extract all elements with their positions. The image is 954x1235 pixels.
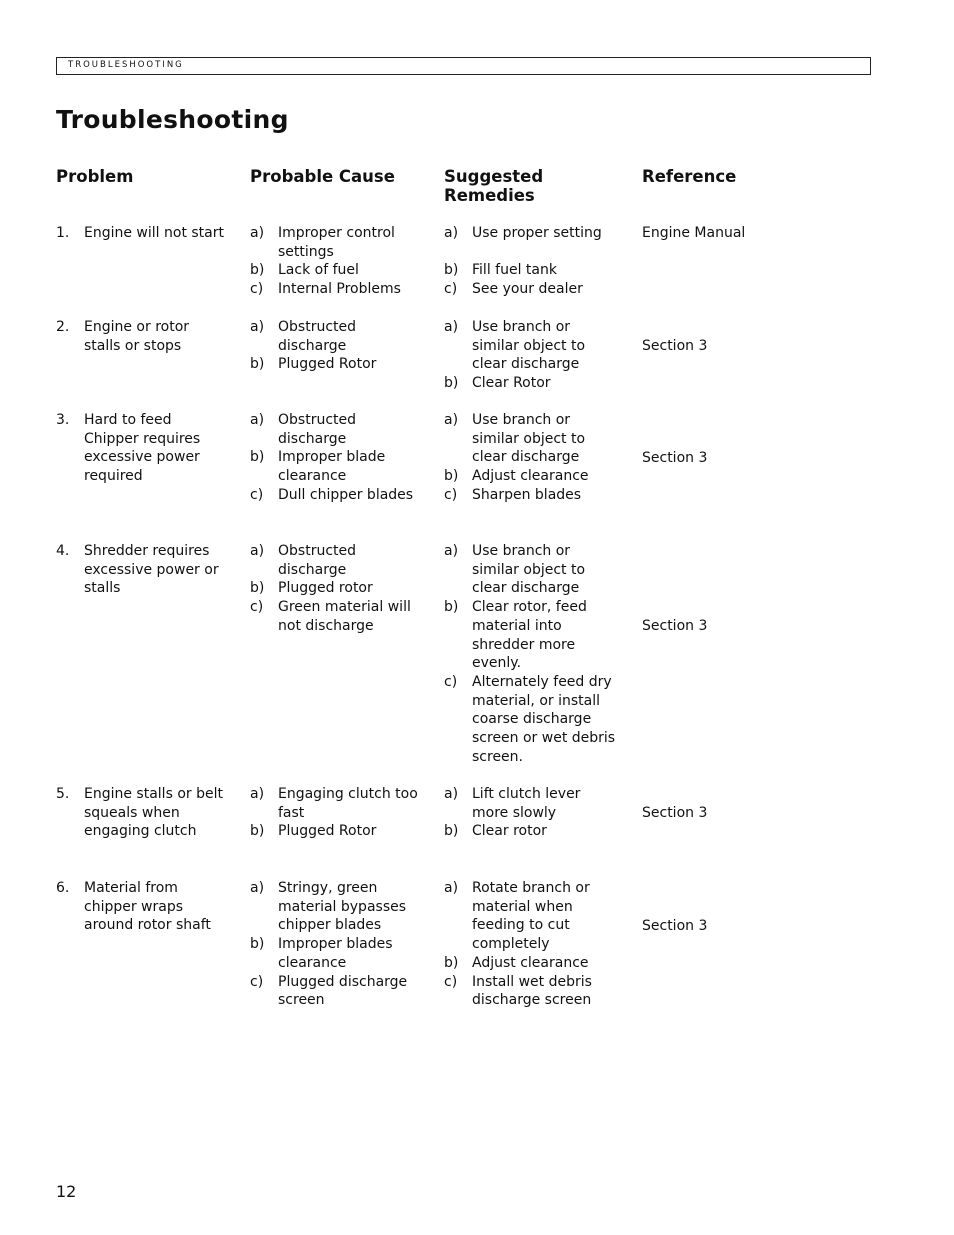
page-number: 12 bbox=[56, 1182, 77, 1201]
cause-text: Improper blades clearance bbox=[278, 936, 393, 971]
remedy-text: Rotate branch or material when feeding to cut completely bbox=[472, 880, 590, 953]
reference-cell: Section 3 bbox=[642, 805, 708, 821]
cause-text: Obstructed discharge bbox=[278, 319, 357, 354]
list-item bbox=[250, 355, 430, 374]
cause-list bbox=[250, 411, 430, 505]
list-item bbox=[444, 486, 624, 505]
item-letter: a) bbox=[250, 225, 265, 241]
list-item bbox=[250, 785, 423, 822]
list-item bbox=[250, 486, 430, 505]
cause-list bbox=[250, 542, 430, 636]
column-header-problem: Problem bbox=[56, 167, 134, 186]
running-header bbox=[56, 57, 871, 75]
cause-text: Obstructed discharge bbox=[278, 543, 357, 578]
item-letter: b) bbox=[250, 449, 265, 466]
list-item bbox=[444, 467, 624, 486]
item-letter: b) bbox=[444, 599, 459, 616]
list-item bbox=[444, 224, 624, 261]
remedy-text: Clear rotor, feed material into shredder more evenly. bbox=[472, 599, 587, 672]
reference-cell: Section 3 bbox=[642, 338, 708, 354]
list-item bbox=[250, 879, 408, 935]
list-item bbox=[250, 448, 398, 485]
problem-number: 3. bbox=[56, 412, 70, 428]
remedy-text: Use branch or similar object to clear discharge bbox=[472, 412, 586, 466]
list-item bbox=[250, 822, 430, 841]
problem-number: 5. bbox=[56, 786, 70, 802]
remedy-list bbox=[444, 542, 624, 766]
remedy-text: Lift clutch lever more slowly bbox=[472, 786, 581, 821]
item-letter: b) bbox=[250, 823, 265, 840]
item-letter: b) bbox=[250, 262, 265, 279]
list-item bbox=[444, 598, 592, 673]
reference-cell: Section 3 bbox=[642, 450, 708, 466]
item-letter: c) bbox=[250, 599, 264, 616]
cause-text: Plugged rotor bbox=[278, 580, 373, 597]
remedy-text: Sharpen blades bbox=[472, 486, 582, 503]
remedy-text: See your dealer bbox=[472, 281, 583, 298]
problem-text: Engine or rotor stalls or stops bbox=[84, 319, 190, 354]
list-item bbox=[444, 879, 597, 954]
list-item bbox=[250, 579, 430, 598]
item-letter: b) bbox=[444, 262, 459, 279]
item-letter: a) bbox=[444, 319, 459, 335]
remedy-list bbox=[444, 318, 624, 393]
problem-number: 6. bbox=[56, 880, 70, 896]
item-letter: a) bbox=[250, 786, 265, 802]
item-letter: a) bbox=[444, 225, 459, 241]
item-letter: a) bbox=[444, 786, 459, 802]
item-letter: c) bbox=[250, 973, 264, 990]
cause-text: Obstructed discharge bbox=[278, 412, 357, 447]
cause-text: Improper blade clearance bbox=[278, 449, 386, 485]
item-letter: b) bbox=[444, 954, 459, 971]
remedy-list bbox=[444, 879, 624, 1010]
cause-list bbox=[250, 318, 430, 374]
cause-text: Lack of fuel bbox=[278, 262, 359, 279]
remedy-text: Install wet debris discharge screen bbox=[472, 973, 592, 1009]
reference-cell: Section 3 bbox=[642, 618, 708, 634]
remedy-text: Adjust clearance bbox=[472, 468, 589, 485]
list-item bbox=[444, 261, 624, 280]
list-item bbox=[250, 935, 398, 972]
cause-list bbox=[250, 785, 430, 841]
list-item bbox=[444, 954, 624, 973]
list-item bbox=[250, 411, 378, 448]
running-header-title: TROUBLESHOOTING bbox=[68, 60, 184, 70]
cause-text: Engaging clutch too fast bbox=[278, 786, 418, 821]
cause-text: Plugged Rotor bbox=[278, 356, 377, 373]
cause-text: Green material will not discharge bbox=[278, 599, 411, 634]
remedy-list bbox=[444, 785, 624, 841]
item-letter: b) bbox=[444, 375, 459, 392]
item-letter: a) bbox=[250, 880, 265, 896]
remedy-text: Use proper setting bbox=[472, 225, 602, 241]
item-letter: c) bbox=[444, 973, 458, 990]
problem-text: Hard to feed Chipper requires excessive power required bbox=[84, 412, 201, 485]
remedy-list bbox=[444, 224, 624, 299]
list-item bbox=[444, 973, 602, 1010]
item-letter: c) bbox=[444, 673, 458, 690]
cause-list bbox=[250, 879, 430, 1010]
reference-cell: Section 3 bbox=[642, 918, 708, 934]
problem-text: Engine will not start bbox=[84, 225, 224, 241]
item-letter: c) bbox=[250, 281, 264, 298]
remedy-text: Adjust clearance bbox=[472, 954, 589, 971]
list-item bbox=[250, 973, 418, 1010]
item-letter: c) bbox=[250, 486, 264, 503]
column-header-remedies bbox=[444, 167, 584, 205]
remedy-text: Clear rotor bbox=[472, 823, 547, 840]
list-item bbox=[444, 374, 624, 393]
list-item bbox=[250, 261, 430, 280]
list-item bbox=[444, 280, 624, 299]
problem-number: 2. bbox=[56, 319, 70, 335]
item-letter: b) bbox=[444, 823, 459, 840]
list-item bbox=[250, 280, 430, 299]
list-item bbox=[250, 542, 378, 579]
page-title: Troubleshooting bbox=[56, 105, 289, 134]
cause-text: Dull chipper blades bbox=[278, 486, 414, 503]
remedy-text: Use branch or similar object to clear discharge bbox=[472, 543, 586, 597]
problem-text: Material from chipper wraps around rotor shaft bbox=[84, 880, 211, 934]
column-header-cause: Probable Cause bbox=[250, 167, 395, 186]
remedy-list bbox=[444, 411, 624, 505]
item-letter: a) bbox=[250, 412, 265, 428]
item-letter: a) bbox=[444, 412, 459, 428]
list-item bbox=[444, 785, 587, 822]
remedy-text: Alternately feed dry material, or install coarse discharge screen or wet debris screen. bbox=[472, 673, 616, 765]
reference-cell: Engine Manual bbox=[642, 225, 746, 241]
cause-text: Improper control settings bbox=[278, 225, 395, 260]
list-item bbox=[444, 822, 624, 841]
item-letter: b) bbox=[250, 356, 265, 373]
item-letter: c) bbox=[444, 486, 458, 503]
list-item bbox=[444, 318, 592, 374]
item-letter: a) bbox=[444, 880, 459, 896]
column-header-remedies-line1: Suggested bbox=[444, 167, 544, 186]
list-item bbox=[444, 411, 592, 467]
cause-text: Plugged Rotor bbox=[278, 823, 377, 840]
item-letter: b) bbox=[250, 580, 265, 597]
problem-number: 1. bbox=[56, 225, 70, 241]
cause-text: Internal Problems bbox=[278, 281, 401, 298]
list-item bbox=[444, 542, 592, 598]
item-letter: a) bbox=[250, 319, 265, 335]
list-item bbox=[250, 598, 418, 635]
remedy-text: Fill fuel tank bbox=[472, 262, 557, 279]
cause-text: Stringy, green material bypasses chipper blades bbox=[278, 880, 407, 934]
item-letter: a) bbox=[444, 543, 459, 559]
problem-number: 4. bbox=[56, 543, 70, 559]
item-letter: c) bbox=[444, 281, 458, 298]
list-item bbox=[250, 224, 430, 261]
list-item bbox=[250, 318, 378, 355]
column-header-remedies-line2: Remedies bbox=[444, 186, 535, 205]
problem-text: Engine stalls or belt squeals when engaging clutch bbox=[84, 786, 223, 840]
remedy-text: Use branch or similar object to clear discharge bbox=[472, 319, 586, 373]
item-letter: a) bbox=[250, 543, 265, 559]
list-item bbox=[444, 673, 618, 767]
cause-text: Plugged discharge screen bbox=[278, 973, 408, 1009]
cause-list bbox=[250, 224, 430, 299]
item-letter: b) bbox=[444, 468, 459, 485]
item-letter: b) bbox=[250, 936, 265, 953]
remedy-text: Clear Rotor bbox=[472, 375, 551, 392]
column-header-reference: Reference bbox=[642, 167, 737, 186]
problem-text: Shredder requires excessive power or stalls bbox=[84, 543, 219, 597]
